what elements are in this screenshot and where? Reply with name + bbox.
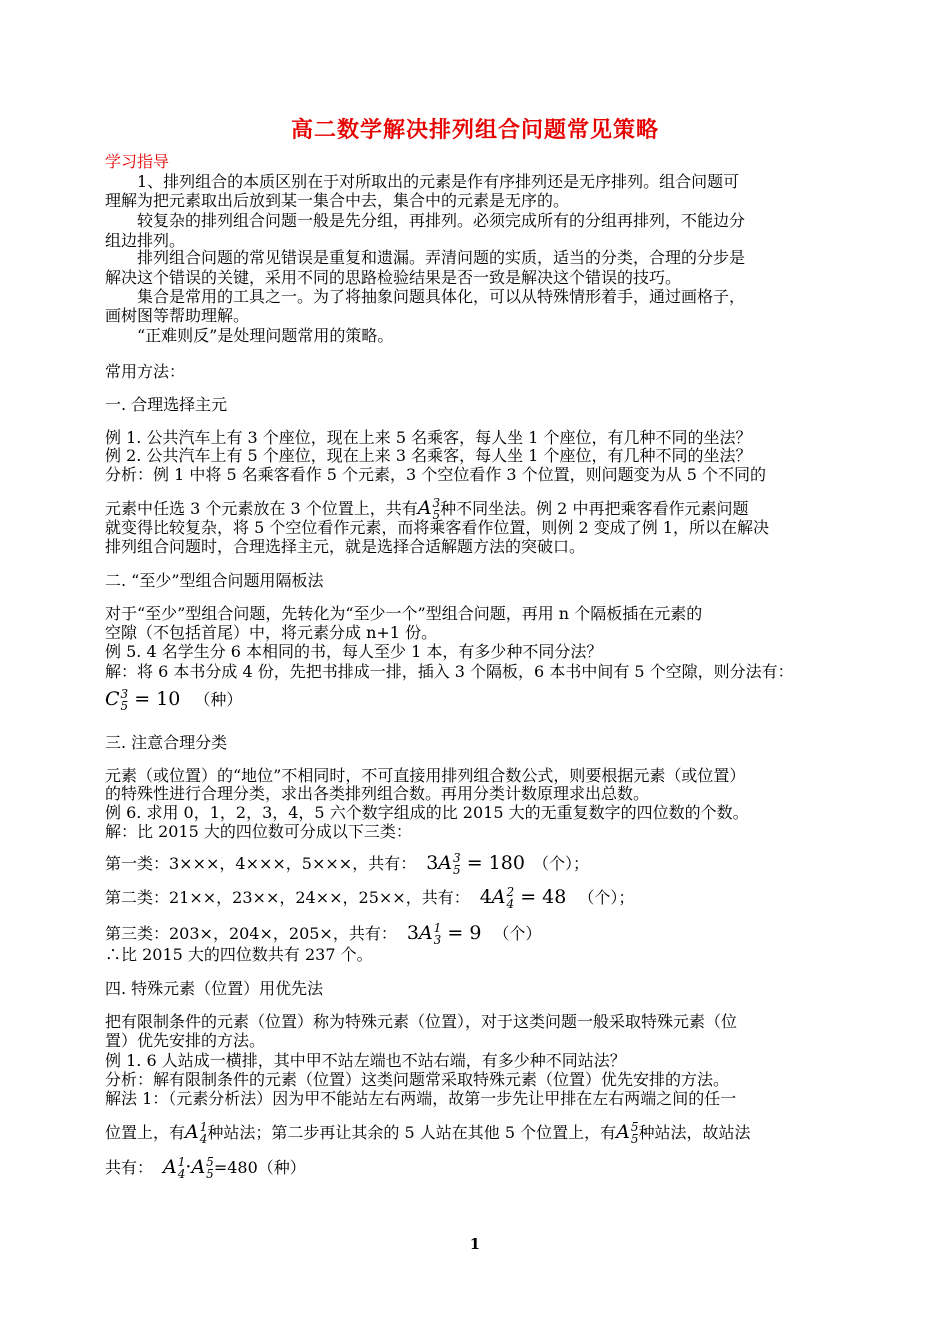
document-title: 高二数学解决排列组合问题常见策略 <box>290 118 659 143</box>
paragraph-line: 空隙（不包括首尾）中，将元素分成 n+1 份。 <box>105 623 438 642</box>
paragraph-line: 例 1. 6 人站成一横排，其中甲不站左端也不站右端，有多少种不同站法？ <box>105 1051 626 1070</box>
paragraph-line: 置）优先安排的方法。 <box>105 1031 266 1050</box>
formula-product: A 1 4 ·A 5 5 <box>163 1155 214 1181</box>
paragraph-line: “正难则反”是处理问题常用的策略。 <box>137 326 394 345</box>
page-number: 1 <box>469 1235 481 1253</box>
paragraph-line: 把有限制条件的元素（位置）称为特殊元素（位置），对于这类问题一般采取特殊元素（位 <box>105 1012 738 1031</box>
paragraph-line: 元素中任选 3 个元素放在 3 个位置上，共有A 3 5 种不同坐法。例 2 中再把乘客看作元素问题 <box>105 496 749 522</box>
paragraph-line: 画树图等帮助理解。 <box>105 306 250 325</box>
paragraph-line: 分析：解有限制条件的元素（位置）这类问题常采取特殊元素（位置）优先安排的方法。 <box>105 1070 730 1089</box>
formula-c53: C 3 5 = 10 <box>105 687 181 713</box>
formula-3a31: 3A 1 3 = 9 <box>406 921 482 947</box>
paragraph-line: 分析：例 1 中将 5 名乘客看作 5 个元素，3 个空位看作 3 个位置，则问题变为从 5 个不同的 <box>105 465 767 484</box>
paragraph-line: ∴比 2015 大的四位数共有 237 个。 <box>105 945 373 964</box>
paragraph-line: 第二类：21××，23××，24××，25××，共有： 4A 2 4 = 48 （个）； <box>105 885 635 911</box>
paragraph-line: 第三类：203×，204×，205×，共有： 3A 1 3 = 9 （个） <box>105 921 542 947</box>
paragraph-line: 元素（或位置）的“地位”不相同时，不可直接用排列组合数公式，则要根据元素（或位置） <box>105 766 746 785</box>
paragraph-line: 组边排列。 <box>105 231 186 250</box>
paragraph-line: 就变得比较复杂，将 5 个空位看作元素，而将乘客看作位置，则例 2 变成了例 1，所以在解决 <box>105 518 769 537</box>
section-heading-4: 四. 特殊元素（位置）用优先法 <box>105 979 324 998</box>
paragraph-line: 例 5. 4 名学生分 6 本相同的书，每人至少 1 本，有多少种不同分法？ <box>105 642 603 661</box>
section-heading-1: 一. 合理选择主元 <box>105 395 228 414</box>
paragraph-line: 对于“至少”型组合问题，先转化为“至少一个”型组合问题，再用 n 个隔板插在元素的 <box>105 604 703 623</box>
paragraph-line: 解决这个错误的关键，采用不同的思路检验结果是否一致是解决这个错误的技巧。 <box>105 268 682 287</box>
section-guide-heading: 学习指导 <box>105 152 170 171</box>
formula-4a42: 4A 2 4 = 48 <box>479 885 567 911</box>
paragraph-line: 例 1. 公共汽车上有 3 个座位，现在上来 5 名乘客，每人坐 1 个座位，有几种不同的坐法？ <box>105 428 752 447</box>
paragraph-line: 例 2. 公共汽车上有 5 个座位，现在上来 3 名乘客，每人坐 1 个座位，有几种不同的坐法？ <box>105 446 752 465</box>
paragraph-line: 理解为把元素取出后放到某一集合中去，集合中的元素是无序的。 <box>105 191 570 210</box>
formula-3a53: 3A 3 5 = 180 <box>426 851 525 877</box>
paragraph-line: 解：比 2015 大的四位数可分成以下三类： <box>105 822 412 841</box>
paragraph-line: 解法 1：（元素分析法）因为甲不能站左右两端，故第一步先让甲排在左右两端之间的任一 <box>105 1089 737 1108</box>
paragraph-line: 解：将 6 本书分成 4 份，先把书排成一排，插入 3 个隔板，6 本书中间有 5 个空隙，则分法有： <box>105 662 794 681</box>
formula-a55: A 5 5 <box>616 1120 639 1146</box>
paragraph-line: 较复杂的排列组合问题一般是先分组，再排列。必须完成所有的分组再排列，不能边分 <box>137 211 746 230</box>
formula-a41: A 1 4 <box>185 1120 208 1146</box>
methods-heading: 常用方法： <box>105 362 186 381</box>
paragraph-line: 排列组合问题时，合理选择主元，就是选择合适解题方法的突破口。 <box>105 537 586 556</box>
paragraph-line: 位置上，有A 1 4 种站法；第二步再让其余的 5 人站在其他 5 个位置上，有A 5 5 种站法，故站法 <box>105 1120 751 1146</box>
paragraph-line: C 3 5 = 10 （种） <box>105 687 243 713</box>
paragraph-line: 共有： A 1 4 ·A 5 5 =480（种） <box>105 1155 306 1181</box>
section-heading-3: 三. 注意合理分类 <box>105 733 228 752</box>
paragraph-line: 集合是常用的工具之一。为了将抽象问题具体化，可以从特殊情形着手，通过画格子， <box>137 287 746 306</box>
formula-a53: A 3 5 <box>417 496 441 522</box>
paragraph-line: 1、排列组合的本质区别在于对所取出的元素是作有序排列还是无序排列。组合问题可 <box>137 172 740 191</box>
paragraph-line: 的特殊性进行合理分类，求出各类排列组合数。再用分类计数原理求出总数。 <box>105 784 650 803</box>
paragraph-line: 第一类：3×××，4×××，5×××，共有： 3A 3 5 = 180 （个）； <box>105 851 589 877</box>
paragraph-line: 例 6. 求用 0，1，2，3，4，5 六个数字组成的比 2015 大的无重复数字的四位数的个数。 <box>105 803 749 822</box>
section-heading-2: 二. “至少”型组合问题用隔板法 <box>105 571 324 590</box>
paragraph-line: 排列组合问题的常见错误是重复和遗漏。弄清问题的实质，适当的分类，合理的分步是 <box>137 248 746 267</box>
